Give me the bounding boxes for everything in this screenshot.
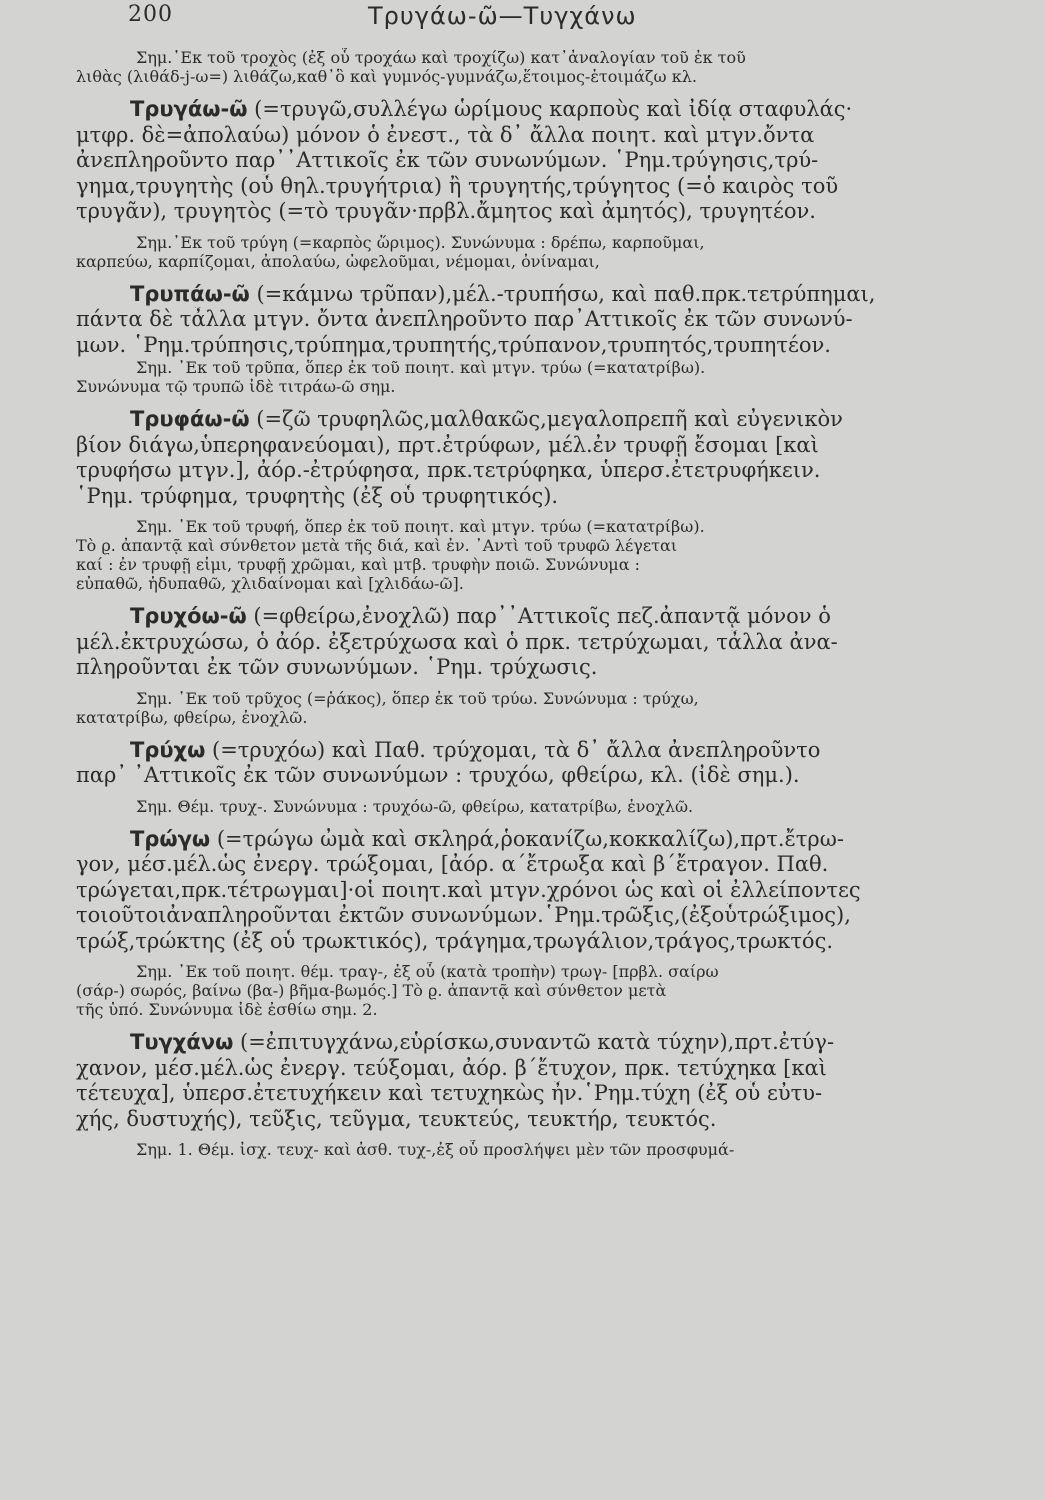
note-line: Σημ. ᾿Εκ τοῦ τρυφή, ὅπερ ἐκ τοῦ ποιητ. καὶ μτγν. τρύω (=κατατρίβω). <box>136 517 705 536</box>
entry-definition: (=ζῶ τρυφηλῶς,μαλθακῶς,μεγαλοπρεπῆ καὶ εὐγενικὸν <box>249 407 843 431</box>
running-head: Τρυγάω-ῶ—Τυγχάνω <box>368 2 637 30</box>
note-line: Σημ. ᾿Εκ τοῦ ποιητ. θέμ. τραγ-, ἐξ οὗ (κατὰ τροπὴν) τρωγ- [πρβλ. σαίρω <box>136 962 719 981</box>
note-line: καρπεύω, καρπίζομαι, ἀπολαύω, ὠφελοῦμαι, νέμομαι, ὀνίναμαι, <box>76 251 600 271</box>
entry-trogo <box>76 827 1010 1020</box>
entry-line: βίον διάγω,ὑπερηφανεύομαι), πρτ.ἐτρύφων, μέλ.ἐν τρυφῇ ἔσομαι [καὶ <box>76 432 819 457</box>
page-header <box>0 0 1045 40</box>
note-line: λιθὰς (λιθάδ-j-ω=) λιθάζω,καθ᾿ὃ καὶ γυμνός-γυμνάζω,ἕτοιμος-ἑτοιμάζω κλ. <box>76 67 697 86</box>
entry-trygao <box>76 97 1010 271</box>
entry-line: τρώγεται,πρκ.τέτρωγμαι]·οἱ ποιητ.καὶ μτγν.χρόνοι ὡς καὶ οἱ ἐλλείποντες <box>76 877 861 902</box>
entry-definition: (=τρυγῶ,συλλέγω ὡρίμους καρποὺς καὶ ἰδίᾳ σταφυλάς· <box>247 97 853 121</box>
note-line: Σημ.᾿Εκ τοῦ τρύγη (=καρπὸς ὥριμος). Συνώνυμα : δρέπω, καρποῦμαι, <box>136 232 705 252</box>
note-line: (σάρ-) σωρός, βαίνω (βα-) βῆμα-βωμός.] Τὸ ϱ. ἀπαντᾷ καὶ σύνθετον μετὰ <box>76 981 667 1000</box>
entry-first-line <box>76 97 1010 123</box>
entry-headword: Τρώγω <box>130 826 211 851</box>
entry-line: τρυγᾶν), τρυγητὸς (=τὸ τρυγᾶν·πρβλ.ἄμητος καὶ ἀμητός), τρυγητέον. <box>76 199 816 223</box>
entry-line: μτφρ. δὲ=ἀπολαύω) μόνον ὁ ἐνεστ., τὰ δ᾿ ἄλλα ποιητ. καὶ μτγν.ὄντα <box>76 122 815 147</box>
entry-line: χής, δυστυχής), τεῦξις, τεῦγμα, τευκτεύς, τευκτήρ, τευκτός. <box>76 1106 717 1131</box>
note-line: τῆς ὑπό. Συνώνυμα ἰδὲ ἐσθίω σημ. 2. <box>76 1000 378 1019</box>
entry-first-line <box>76 282 1010 308</box>
entry-definition: (=τρυχόω) καὶ Παθ. τρύχομαι, τὰ δ᾿ ἄλλα ἀνεπληροῦντο <box>205 737 821 762</box>
note-line: Τὸ ϱ. ἀπαντᾷ καὶ σύνθετον μετὰ τῆς διά, καὶ ἐν. ᾿Αντὶ τοῦ τρυφῶ λέγεται <box>76 536 678 555</box>
entry-headword: Τυγχάνω <box>130 1030 234 1054</box>
note-line: εὐπαθῶ, ἡδυπαθῶ, χλιδαίνομαι καὶ [χλιδάω-ῶ]. <box>76 574 464 593</box>
entry-line: γημα,τρυγητὴς (οὗ θηλ.τρυγήτρια) ἢ τρυγητής,τρύγητος (=ὁ καιρὸς τοῦ <box>76 173 839 198</box>
entry-definition: (=φθείρω,ἐνοχλῶ) παρ᾿᾿Αττικοῖς πεζ.ἀπαντᾷ μόνον ὁ <box>246 604 831 628</box>
entry-line: χανον, μέσ.μέλ.ὡς ἐνεργ. τεύξομαι, ἀόρ. β΄ἔτυχον, πρκ. τετύχηκα [καὶ <box>76 1055 827 1080</box>
entry-line: τρώξ,τρώκτης (ἐξ οὗ τρωκτικός), τράγημα,τρωγάλιον,τράγος,τρωκτός. <box>76 928 834 953</box>
entry-first-line <box>76 407 1010 433</box>
note-line: Συνώνυμα τῷ τρυπῶ ἰδὲ τιτράω-ῶ σημ. <box>76 377 396 396</box>
note-line: Σημ. Θέμ. τρυχ-. Συνώνυμα : τρυχόω-ῶ, φθείρω, κατατρίβω, ἐνοχλῶ. <box>136 796 694 816</box>
entry-definition: (=τρώγω ὠμὰ καὶ σκληρά,ῥοκανίζω,κοκκαλίζω),πρτ.ἔτρω- <box>210 826 844 851</box>
entry-line: ἀνεπληροῦντο παρ᾿᾿Αττικοῖς ἐκ τῶν συνωνύμων. ῾Ρημ.τρύγησις,τρύ- <box>76 148 819 172</box>
entry-line: τέτευχα], ὑπερσ.ἐτετυχήκειν καὶ τετυχηκὼς ἦν.῾Ρημ.τύχη (ἐξ οὗ εὐτυ- <box>76 1081 823 1105</box>
note-block <box>76 48 1010 86</box>
note-line: Σημ.᾿Εκ τοῦ τροχὸς (ἐξ οὗ τροχάω καὶ τροχίζω) κατ᾿ἀναλογίαν τοῦ ἐκ τοῦ <box>136 48 746 67</box>
entry-first-line <box>76 827 1010 853</box>
page-content <box>76 40 1010 1159</box>
entry-trycho <box>76 738 1010 816</box>
note-line: καί : ἐν τρυφῇ εἰμι, τρυφῇ χρῶμαι, καὶ μτβ. τρυφὴν ποιῶ. Συνώνυμα : <box>76 555 640 574</box>
entry-trypao <box>76 282 1010 397</box>
entry-line: μων. ῾Ρημ.τρύπησις,τρύπημα,τρυπητής,τρύπανον,τρυπητός,τρυπητέον. <box>76 332 831 357</box>
entry-tynchano <box>76 1030 1010 1159</box>
entry-first-line <box>76 1030 1010 1056</box>
entry-line: τρυφήσω μτγν.], ἀόρ.-ἐτρύφησα, πρκ.τετρύφηκα, ὑπερσ.ἐτετρυφήκειν. <box>76 458 821 482</box>
entry-line: παρ᾿ ᾿Αττικοῖς ἐκ τῶν συνωνύμων : τρυχόω, φθείρω, κλ. (ἰδὲ σημ.). <box>76 763 800 787</box>
entry-definition: (=ἐπιτυγχάνω,εὑρίσκω,συναντῶ κατὰ τύχην),πρτ.ἐτύγ- <box>233 1030 835 1054</box>
entry-line: ῾Ρημ. τρύφημα, τρυφητὴς (ἐξ οὗ τρυφητικός). <box>76 483 559 508</box>
entry-headword: Τρύχω <box>130 737 206 762</box>
entry-line: τοιοῦτοιἀναπληροῦνται ἐκτῶν συνωνύμων.῾Ρημ.τρῶξις,(ἐξοὗτρώξιμος), <box>76 903 851 927</box>
entry-headword: Τρυχόω-ῶ <box>130 604 247 628</box>
note-line: Σημ. ᾿Εκ τοῦ τρῦπα, ὅπερ ἐκ τοῦ ποιητ. καὶ μτγν. τρύω (=κατατρίβω). <box>136 358 706 377</box>
entry-line: γον, μέσ.μέλ.ὡς ἐνεργ. τρώξομαι, [ἀόρ. α΄ἔτρωξα καὶ β΄ἔτραγον. Παθ. <box>76 852 829 876</box>
entry-headword: Τρυγάω-ῶ <box>130 97 248 121</box>
entry-first-line <box>76 738 1010 764</box>
entry-definition: (=κάμνω τρῦπαν),μέλ.-τρυπήσω, καὶ παθ.πρκ.τετρύπημαι, <box>249 281 876 306</box>
note-line: Σημ. 1. Θέμ. ἰσχ. τευχ- καὶ ἀσθ. τυχ-,ἐξ οὗ προσλήψει μὲν τῶν προσφυμά- <box>136 1140 735 1159</box>
page-number: 200 <box>128 2 173 27</box>
note-line: κατατρίβω, φθείρω, ἐνοχλῶ. <box>76 707 308 727</box>
entry-headword: Τρυφάω-ῶ <box>130 407 250 431</box>
note-line: Σημ. ᾿Εκ τοῦ τρῦχος (=ῥάκος), ὅπερ ἐκ τοῦ τρύω. Συνώνυμα : τρύχω, <box>136 688 699 708</box>
entry-trychoo <box>76 604 1010 727</box>
entry-headword: Τρυπάω-ῶ <box>130 281 250 306</box>
entry-first-line <box>76 604 1010 630</box>
entry-tryphao <box>76 407 1010 593</box>
entry-line: πληροῦνται ἐκ τῶν συνωνύμων. ῾Ρημ. τρύχωσις. <box>76 655 598 679</box>
entry-line: πάντα δὲ τἆλλα μτγν. ὄντα ἀνεπληροῦντο παρ᾿Αττικοῖς ἐκ τῶν συνωνύ- <box>76 307 853 331</box>
entry-line: μέλ.ἐκτρυχώσω, ὁ ἀόρ. ἐξετρύχωσα καὶ ὁ πρκ. τετρύχωμαι, τἆλλα ἀνα- <box>76 629 838 654</box>
